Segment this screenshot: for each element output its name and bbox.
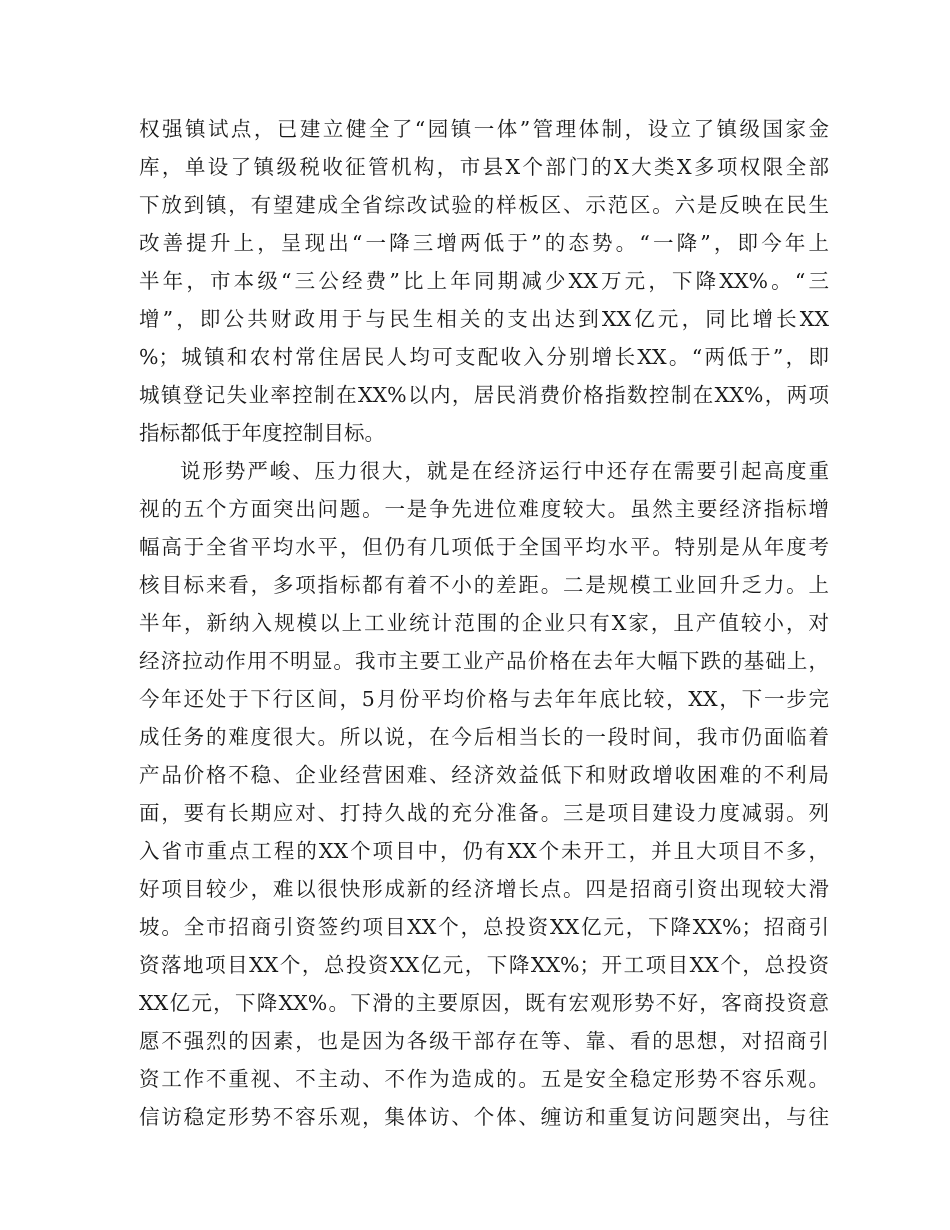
text-line: 幅高于全省平均水平，但仍有几项低于全国平均水平。特别是从年度考	[139, 535, 829, 559]
text-line: 今年还处于下行区间，5月份平均价格与去年年底比较，XX，下一步完	[139, 687, 829, 711]
text-line: 半年，市本级“三公经费”比上年同期减少XX万元，下降XX%。“三	[139, 269, 829, 293]
text-line: 半年，新纳入规模以上工业统计范围的企业只有X家，且产值较小，对	[139, 611, 829, 635]
text-line: 面，要有长期应对、打持久战的充分准备。三是项目建设力度减弱。列	[139, 801, 829, 825]
paragraph-1	[139, 110, 829, 452]
text-line: 成任务的难度很大。所以说，在今后相当长的一段时间，我市仍面临着	[139, 725, 829, 749]
text-line: 城镇登记失业率控制在XX%以内，居民消费价格指数控制在XX%，两项	[139, 383, 829, 407]
text-line: 库，单设了镇级税收征管机构，市县X个部门的X大类X多项权限全部	[139, 155, 829, 179]
text-line: 资落地项目XX个，总投资XX亿元，下降XX%；开工项目XX个，总投资	[139, 953, 829, 977]
text-line: 改善提升上，呈现出“一降三增两低于”的态势。“一降”，即今年上	[139, 231, 829, 255]
text-line: 资工作不重视、不主动、不作为造成的。五是安全稳定形势不容乐观。	[139, 1067, 829, 1091]
text-line: 增”，即公共财政用于与民生相关的支出达到XX亿元，同比增长XX	[139, 307, 829, 331]
text-line: 产品价格不稳、企业经营困难、经济效益低下和财政增收困难的不利局	[139, 763, 829, 787]
text-line: 核目标来看，多项指标都有着不小的差距。二是规模工业回升乏力。上	[139, 573, 829, 597]
text-line: XX亿元，下降XX%。下滑的主要原因，既有宏观形势不好，客商投资意	[139, 991, 829, 1015]
text-line: 入省市重点工程的XX个项目中，仍有XX个未开工，并且大项目不多，	[139, 839, 829, 863]
text-line: 视的五个方面突出问题。一是争先进位难度较大。虽然主要经济指标增	[139, 497, 829, 521]
text-line: 下放到镇，有望建成全省综改试验的样板区、示范区。六是反映在民生	[139, 193, 829, 217]
text-line: %；城镇和农村常住居民人均可支配收入分别增长XX。“两低于”，即	[139, 345, 829, 369]
text-line: 说形势严峻、压力很大，就是在经济运行中还存在需要引起高度重	[180, 459, 829, 483]
text-line: 权强镇试点，已建立健全了“园镇一体”管理体制，设立了镇级国家金	[139, 117, 829, 141]
document-body	[139, 110, 829, 1136]
text-line: 好项目较少，难以很快形成新的经济增长点。四是招商引资出现较大滑	[139, 877, 829, 901]
text-line: 愿不强烈的因素，也是因为各级干部存在等、靠、看的思想，对招商引	[139, 1029, 829, 1053]
text-line: 坡。全市招商引资签约项目XX个，总投资XX亿元，下降XX%；招商引	[139, 915, 829, 939]
text-line: 经济拉动作用不明显。我市主要工业产品价格在去年大幅下跌的基础上，	[139, 649, 829, 673]
paragraph-2	[139, 452, 829, 1136]
text-line: 信访稳定形势不容乐观，集体访、个体、缠访和重复访问题突出，与往	[139, 1105, 829, 1129]
text-line: 指标都低于年度控制目标。	[139, 421, 385, 445]
